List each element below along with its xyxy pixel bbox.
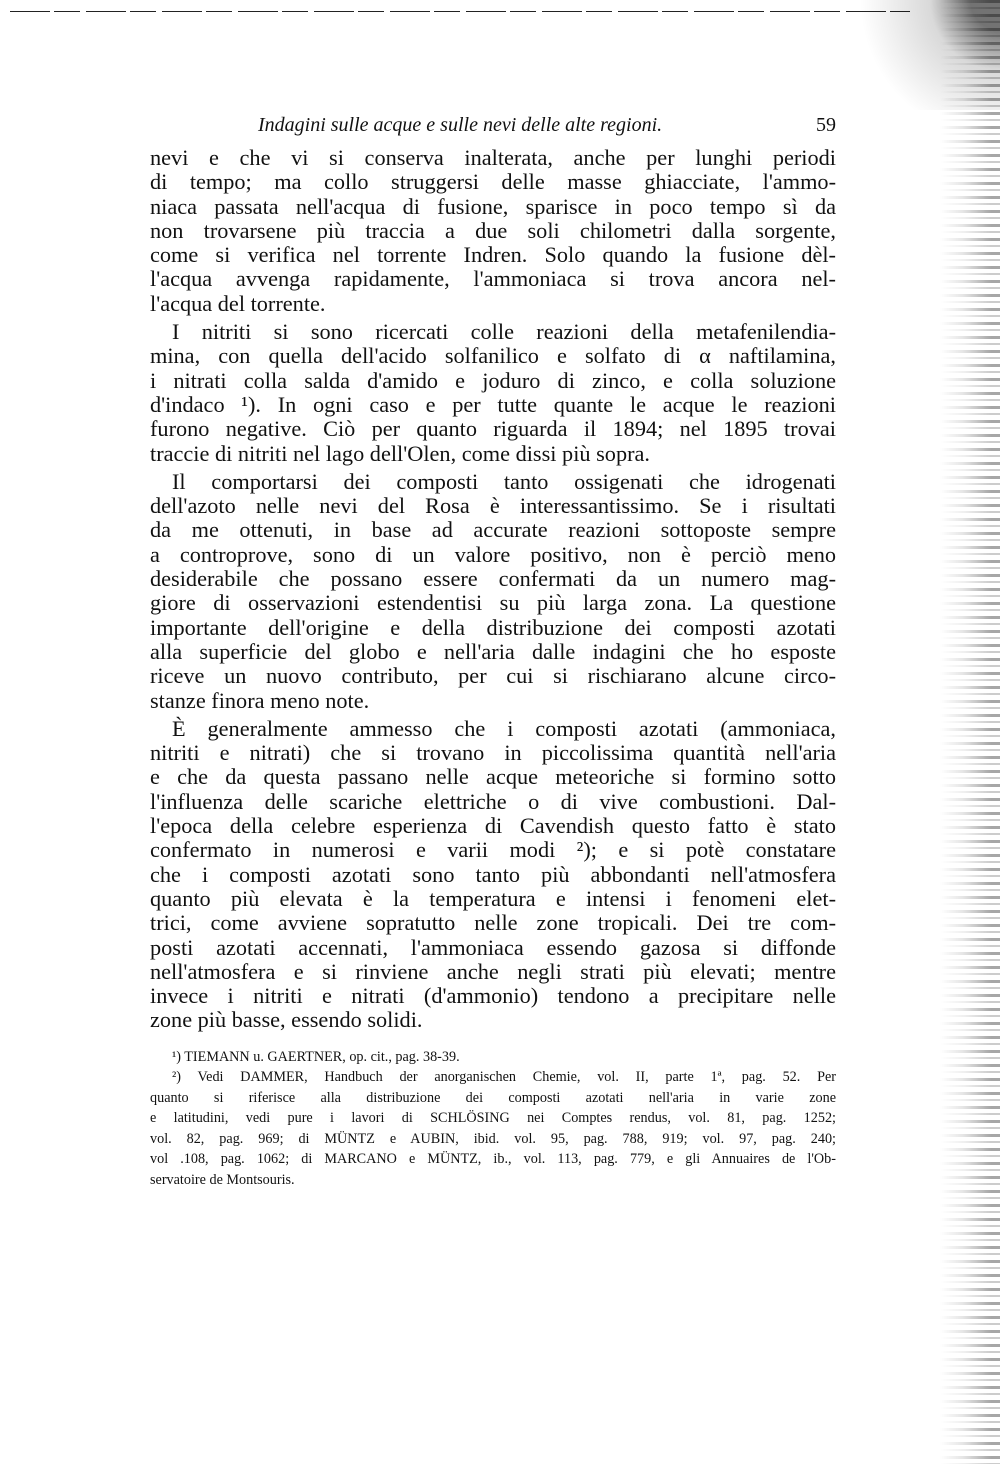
text-line: nitriti e nitrati) che si trovano in piccolissima quantità nell'aria	[150, 740, 836, 766]
text-line: zone più basse, essendo solidi.	[150, 1007, 423, 1033]
paragraph-1	[150, 146, 836, 316]
text-line: a controprove, sono di un valore positivo, non è perciò meno	[150, 541, 836, 567]
text-line: dell'azoto nelle nevi del Rosa è interessantissimo. Se i risultati	[150, 493, 836, 519]
text-line: alla superficie del globo e nell'aria dalle indagini che ho esposte	[150, 638, 836, 664]
footnote-2	[150, 1067, 836, 1190]
text-line: traccie di nitriti nel lago dell'Olen, come dissi più sopra.	[150, 440, 650, 466]
text-line: nevi e che vi si conserva inalterata, anche per lunghi periodi	[150, 145, 836, 170]
text-line: quanto più elevata è la temperatura e intensi i fenomeni elet-	[150, 885, 836, 911]
body-text	[150, 146, 836, 1033]
running-title: Indagini sulle acque e sulle nevi delle alte regioni.	[258, 114, 663, 136]
book-page	[150, 110, 836, 1190]
text-line: È generalmente ammesso che i composti azotati (ammoniaca,	[172, 715, 836, 741]
paragraph-4	[150, 717, 836, 1033]
footnote-line: servatoire de Montsouris.	[150, 1171, 295, 1188]
text-line: di tempo; ma collo struggersi delle masse ghiacciate, l'ammo-	[150, 169, 836, 195]
text-line: furono negative. Ciò per quanto riguarda il 1894; nel 1895 trovai	[150, 416, 836, 442]
text-line: stanze finora meno note.	[150, 687, 370, 713]
text-line: desiderabile che possano essere confermati da un numero mag-	[150, 566, 836, 592]
text-line: l'influenza delle scariche elettriche o di vive combustioni. Dal-	[150, 788, 836, 814]
text-line: i nitrati colla salda d'amido e joduro di zinco, e colla soluzione	[150, 367, 836, 393]
text-line: posti azotati accennati, l'ammoniaca essendo gazosa si diffonde	[150, 934, 836, 960]
text-line: importante dell'origine e della distribuzione dei composti azotati	[150, 614, 836, 640]
running-head	[150, 110, 836, 140]
text-line: e che da questa passano nelle acque meteoriche si formino sotto	[150, 764, 836, 790]
paragraph-2	[150, 320, 836, 466]
paragraph-3	[150, 470, 836, 713]
text-line: d'indaco ¹). In ogni caso e per tutte quante le acque le reazioni	[150, 391, 836, 417]
footnote-line: vol. 82, pag. 969; di MÜNTZ e AUBIN, ibid. vol. 95, pag. 788, 919; vol. 97, pag. 240;	[150, 1130, 836, 1147]
text-line: invece i nitriti e nitrati (d'ammonio) tendono a precipitare nelle	[150, 983, 836, 1009]
text-line: mina, con quella dell'acido solfanilico e solfato di α naftilamina,	[150, 343, 836, 369]
text-line: l'epoca della celebre esperienza di Cavendish questo fatto è stato	[150, 813, 836, 839]
footnote-line: ²) Vedi DAMMER, Handbuch der anorganischen Chemie, vol. II, parte 1ª, pag. 52. Per	[172, 1069, 836, 1086]
footnote-1	[150, 1047, 836, 1068]
page-number: 59	[816, 114, 836, 136]
text-line: riceve un nuovo contributo, per cui si rischiarano alcune circo-	[150, 663, 836, 689]
footnote-line: ¹) TIEMANN u. GAERTNER, op. cit., pag. 38-39.	[172, 1048, 460, 1065]
text-line: nell'atmosfera e si rinviene anche negli strati più elevati; mentre	[150, 958, 836, 984]
text-line: come si verifica nel torrente Indren. Solo quando la fusione dèl-	[150, 242, 836, 268]
text-line: trici, come avviene sopratutto nelle zone tropicali. Dei tre com-	[150, 910, 836, 936]
text-line: l'acqua avvenga rapidamente, l'ammoniaca si trova ancora nel-	[150, 266, 836, 292]
text-line: l'acqua del torrente.	[150, 290, 326, 316]
text-line: da me ottenuti, in base ad accurate reazioni sottoposte sempre	[150, 517, 836, 543]
footnote-line: vol .108, pag. 1062; di MARCANO e MÜNTZ, ib., vol. 113, pag. 779, e gli Annuaires de l'Ob-	[150, 1151, 836, 1168]
text-line: confermato in numerosi e varii modi ²); e si potè constatare	[150, 837, 836, 863]
text-line: che i composti azotati sono tanto più abbondanti nell'atmosfera	[150, 861, 836, 887]
text-line: niaca passata nell'acqua di fusione, sparisce in poco tempo sì da	[150, 193, 836, 219]
text-line: giore di osservazioni estendentisi su più larga zona. La questione	[150, 590, 836, 616]
footnote-line: e latitudini, vedi pure i lavori di SCHLÖSING nei Comptes rendus, vol. 81, pag. 1252;	[150, 1110, 836, 1127]
text-line: non trovarsene più traccia a due soli chilometri dalla sorgente,	[150, 217, 836, 243]
text-line: Il comportarsi dei composti tanto ossigenati che idrogenati	[172, 468, 836, 494]
scan-edge-noise	[940, 0, 1000, 1464]
footnote-line: quanto si riferisce alla distribuzione dei composti azotati nell'aria in varie zone	[150, 1089, 836, 1106]
text-line: I nitriti si sono ricercati colle reazioni della metafenilendia-	[172, 319, 836, 345]
footnotes	[150, 1047, 836, 1191]
